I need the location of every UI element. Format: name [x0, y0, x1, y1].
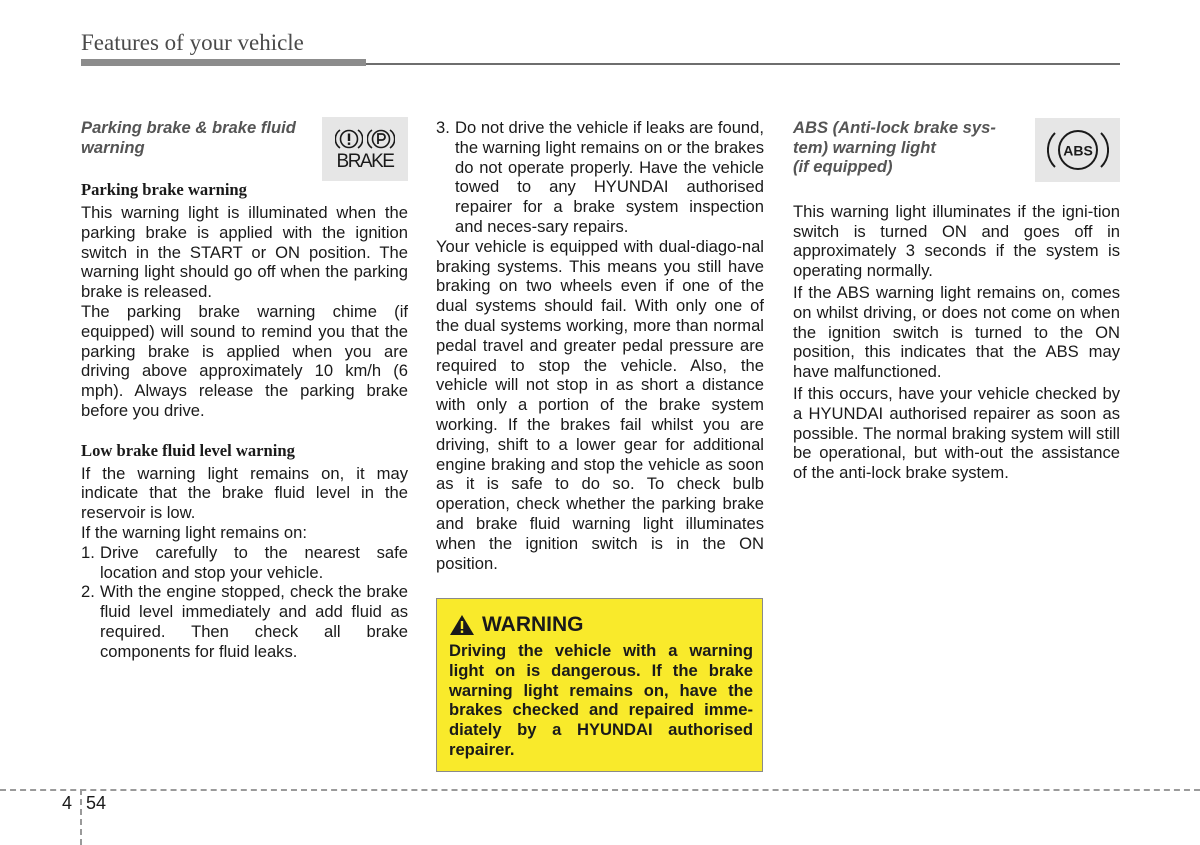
warning-triangle-icon [449, 614, 475, 636]
list-text: Drive carefully to the nearest safe location and stop your vehicle. [100, 542, 408, 582]
subheading-parking-brake: Parking brake warning [81, 180, 247, 200]
list-item [81, 543, 408, 583]
brake-exclamation-icon [335, 127, 363, 151]
page-header-title: Features of your vehicle [81, 30, 304, 55]
paragraph: If the ABS warning light remains on, comes on whilst driving, or does not come on when the ignition switch is turned to the ON position, this indicates that the ABS may have malfunctioned. [793, 282, 1120, 382]
section-header-abs [793, 118, 1120, 177]
section-title-line: (if equipped) [793, 157, 893, 177]
warning-box [436, 598, 763, 772]
brake-icon-label: BRAKE [336, 150, 394, 172]
brake-warning-icon-box [322, 117, 408, 181]
warning-title: WARNING [482, 613, 584, 636]
header-rule-thin [366, 63, 1120, 65]
paragraph: The parking brake warning chime (if equipped) will sound to remind you that the parking brake is applied when you are driving above approximately 10 km/h (6 mph). Always release the parking brake before you drive. [81, 301, 408, 420]
abs-warning-icon-box [1035, 118, 1120, 182]
list-text: Do not drive the vehicle if leaks are found, the warning light remains on or the brakes do not operate properly. Have the vehicle towed to any HYUNDAI authorised repairer for a brake system inspection and neces-sary repairs. [455, 118, 765, 236]
paragraph: This warning light is illuminated when the parking brake is applied with the ignition switch in the START or ON position. The warning light should go off when the parking brake is released. [81, 202, 408, 302]
brake-parking-icon [367, 127, 395, 151]
list-item [81, 582, 408, 661]
list-number: 1. [81, 542, 95, 562]
chapter-number: 4 [62, 793, 73, 813]
list-number: 3. [436, 118, 450, 137]
footer-vertical-divider [80, 789, 82, 845]
section-title-line: ABS (Anti-lock brake sys- [793, 118, 996, 137]
paragraph: If this occurs, have your vehicle checked by a HYUNDAI authorised repairer as soon as possible. The normal braking system will still be operational, but with-out the assistance of the anti-lock brake system. [793, 383, 1120, 483]
column-left [81, 118, 408, 662]
list-number: 2. [81, 582, 95, 602]
list-item [436, 118, 764, 237]
brake-symbol-icons [335, 127, 395, 151]
paragraph: If the warning light remains on, it may indicate that the brake fluid level in the reservoir is low. [81, 463, 408, 523]
footer-divider [0, 789, 1200, 791]
subheading-low-fluid: Low brake fluid level warning [81, 440, 295, 460]
column-middle [436, 118, 764, 573]
section-title-line: tem) warning light [793, 137, 936, 157]
paragraph: If the warning light remains on: [81, 522, 307, 542]
warning-header [449, 613, 584, 637]
section-header-brake [81, 118, 408, 172]
list-text: With the engine stopped, check the brake fluid level immediately and add fluid as required. Then check all brake components for fluid leaks. [100, 582, 408, 661]
section-title-brake: Parking brake & brake fluid warning [81, 118, 296, 157]
paragraph: This warning light illuminates if the igni-tion switch is turned ON and goes off in approximately 3 seconds if the system is operating normally. [793, 201, 1120, 281]
abs-warning-icon [1047, 127, 1109, 173]
column-right [793, 118, 1120, 483]
warning-text: Driving the vehicle with a warning light on is dangerous. If the brake warning light remains on, have the brakes checked and repaired imme-diately by a HYUNDAI authorised repairer. [449, 641, 753, 759]
header-rule-thick [81, 59, 366, 66]
paragraph: Your vehicle is equipped with dual-diago-nal braking systems. This means you still have braking on two wheels even if one of the dual systems should fail. With only one of the dual systems working, more than normal pedal travel and greater pedal pressure are required to stop the vehicle. Also, the vehicle will not stop in as short a distance with only a portion of the brake system working. If the brakes fail whilst you are driving, shift to a lower gear for additional engine braking and stop the vehicle as soon as it is safe to do so. To check bulb operation, check whether the parking brake and brake fluid warning light illuminates when the ignition switch is in the ON position. [436, 236, 764, 573]
page-number: 54 [86, 793, 107, 813]
abs-icon-label: ABS [1062, 142, 1093, 159]
